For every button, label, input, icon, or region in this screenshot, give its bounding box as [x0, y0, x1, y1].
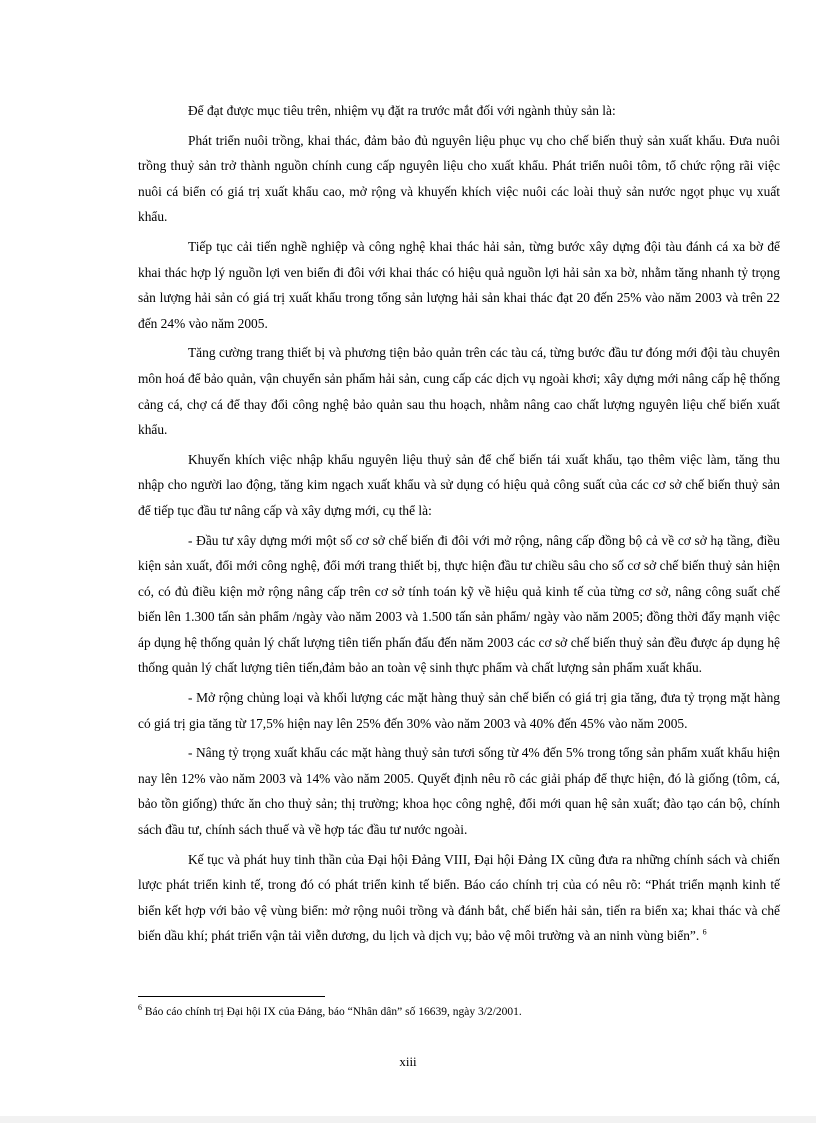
paragraph-fresh-products: - Nâng tỷ trọng xuất khẩu các mặt hàng thuỷ sản tươi sống từ 4% đến 5% trong tổng sản phẩm xuất khẩu hiện nay lên 12% vào năm 2003 và 14% vào năm 2005. Quyết định nêu rõ các giải pháp để thực hiện, đó là giống (tôm, cá, bảo tồn giống) thức ăn cho thuỷ sản; thị trường; khoa học công nghệ, đổi mới quan hệ sản xuất; đào tạo cán bộ, chính sách đầu tư, chính sách thuế và về hợp tác đầu tư nước ngoài.	[138, 745, 780, 838]
body-text	[138, 98, 780, 953]
paragraph-congress	[138, 847, 780, 949]
footnote-divider	[138, 996, 325, 997]
paragraph-congress-text: Kế tục và phát huy tinh thần của Đại hội Đảng VIII, Đại hội Đảng IX cũng đưa ra những chính sách và chiến lược phát triển kinh tế, trong đó có phát triển kinh tế biển. Báo cáo chính trị của có nêu rõ: “Phát triển mạnh kinh tế biển kết hợp với bảo vệ vùng biển: mở rộng nuôi trồng và đánh bắt, chế biến hải sản, tiến ra biển xa; khai thác và chế biến dầu khí; phát triển vận tải viễn dương, du lịch và dịch vụ; bảo vệ môi trường và an ninh vùng biển”.	[138, 851, 780, 944]
footnote-reference: 6	[702, 927, 707, 937]
footnote-text: Báo cáo chính trị Đại hội IX của Đảng, báo “Nhân dân” số 16639, ngày 3/2/2001.	[144, 1006, 522, 1018]
footnote-number: 6	[138, 1003, 142, 1013]
page-number: xiii	[399, 1054, 417, 1069]
footnote	[138, 1004, 780, 1020]
paragraph-fishing: Tiếp tục cải tiến nghề nghiệp và công nghệ khai thác hải sản, từng bước xây dựng đội tàu đánh cá xa bờ để khai thác hợp lý nguồn lợi ven biển đi đôi với khai thác có hiệu quả nguồn lợi hải sản xa bờ, nhằm tăng nhanh tỷ trọng sản lượng hải sản có giá trị xuất khẩu trong tổng sản lượng hải sản khai thác đạt 20 đến 25% vào năm 2003 và trên 22 đến 24% vào năm 2005.	[138, 238, 780, 331]
paragraph-import: Khuyến khích việc nhập khẩu nguyên liệu thuỷ sản để chế biến tái xuất khẩu, tạo thêm việc làm, tăng thu nhập cho người lao động, tăng kim ngạch xuất khẩu và sử dụng có hiệu quả công suất của các cơ sở chế biến thuỷ sản để tiếp tục đầu tư nâng cấp và xây dựng mới, cụ thể là:	[138, 451, 780, 518]
page-bottom-band	[0, 1116, 816, 1123]
paragraph-preservation: Tăng cường trang thiết bị và phương tiện bảo quản trên các tàu cá, từng bước đầu tư đóng mới đội tàu chuyên môn hoá để bảo quản, vận chuyển sản phẩm hải sản, cung cấp các dịch vụ ngoài khơi; xây dựng mới nâng cấp hệ thống cảng cá, chợ cá để thay đổi công nghệ bảo quản sau thu hoạch, nhằm nâng cao chất lượng nguyên liệu chế biến xuất khẩu.	[138, 345, 780, 438]
paragraph-aquaculture: Phát triển nuôi trồng, khai thác, đảm bảo đủ nguyên liệu phục vụ cho chế biến thuỷ sản xuất khẩu. Đưa nuôi trồng thuỷ sản trở thành nguồn chính cung cấp nguyên liệu cho xuất khẩu. Phát triển nuôi tôm, tổ chức rộng rãi việc nuôi cá biển có giá trị xuất khẩu cao, mở rộng và khuyến khích việc nuôi các loài thuỷ sản nước ngọt phục vụ xuất khẩu.	[138, 132, 780, 225]
paragraph-investment: - Đầu tư xây dựng mới một số cơ sở chế biến đi đôi với mở rộng, nâng cấp đồng bộ cả về cơ sở hạ tầng, điều kiện sản xuất, đổi mới công nghệ, đổi mới trang thiết bị, thực hiện đầu tư chiều sâu cho số cơ sở chế biến thuỷ sản hiện có, có đủ điều kiện mở rộng nâng cấp trên cơ sở tính toán kỹ về hiệu quả kinh tế của từng cơ sở, nâng công suất chế biến lên 1.300 tấn sản phẩm /ngày vào năm 2003 và 1.500 tấn sản phẩm/ ngày vào năm 2005; đồng thời đẩy mạnh việc áp dụng hệ thống quản lý chất lượng tiên tiến phấn đấu đến năm 2003 các cơ sở chế biến thuỷ sản đều được áp dụng hệ thống quản lý chất lượng tiên tiến,đảm bảo an toàn vệ sinh thực phẩm và chất lượng sản phẩm xuất khẩu.	[138, 532, 780, 676]
paragraph-intro: Để đạt được mục tiêu trên, nhiệm vụ đặt ra trước mắt đối với ngành thủy sản là:	[188, 103, 616, 118]
paragraph-value-added: - Mở rộng chủng loại và khối lượng các mặt hàng thuỷ sản chế biến có giá trị gia tăng, đưa tỷ trọng mặt hàng có giá trị gia tăng từ 17,5% hiện nay lên 25% đến 30% vào năm 2003 và 40% đến 45% vào năm 2005.	[138, 690, 780, 731]
